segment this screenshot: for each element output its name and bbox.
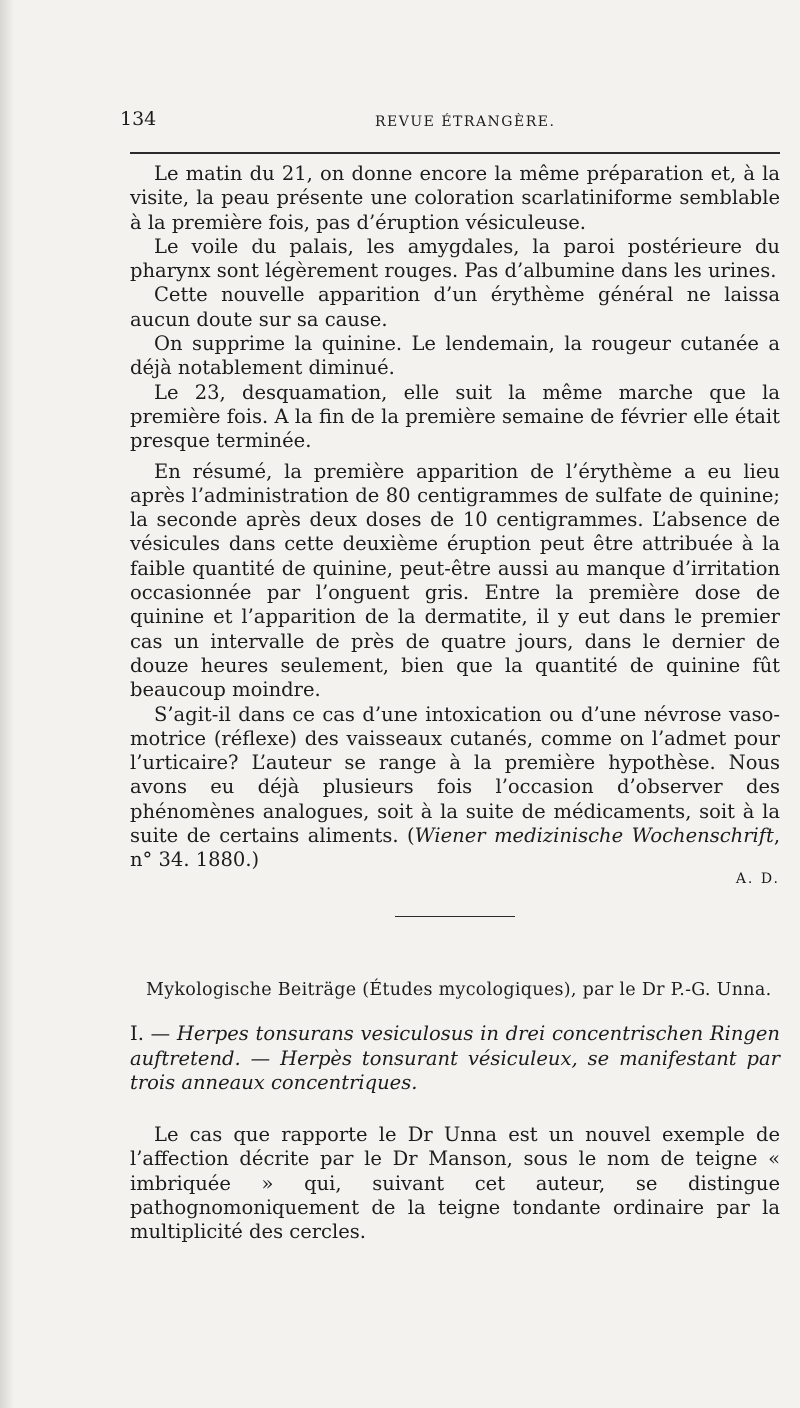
section-heading: Mykologische Beiträge (Études mycologiques), par le Dr P.-G. Unna. — [146, 980, 772, 1000]
header-rule — [130, 152, 780, 154]
page-number: 134 — [120, 108, 157, 130]
running-head: REVUE ÉTRANGÈRE. — [375, 114, 556, 130]
page-header — [120, 108, 780, 138]
paragraph: Le cas que rapporte le Dr Unna est un nouvel exemple de l’affection décrite par le Dr Manson, sous le nom de teigne « imbriquée » qui, suivant cet auteur, se distingue pathognomoniquement de la teigne tondante ordinaire par la multiplicité des cercles. — [130, 1123, 780, 1244]
page-edge-shadow — [0, 0, 14, 1408]
article-body — [130, 162, 780, 891]
author-signature: A. D. — [735, 870, 780, 887]
item-heading — [130, 1022, 780, 1095]
paragraph: Le matin du 21, on donne encore la même préparation et, à la visite, la peau présente une coloration scarlatiniforme semblable à la première fois, pas d’éruption vésiculeuse. — [130, 162, 780, 234]
citation-end: , n° 34. 1880.) — [130, 824, 781, 872]
section-divider — [395, 916, 515, 917]
paragraph-text: S’agit-il dans ce cas d’une intoxication ou d’une névrose vaso-motrice (réflexe) des vaisseaux cutanés, comme on l’admet pour l’urticaire? L’auteur se range à la première hypothèse. Nous avons eu déjà plusieurs fois l’occasion d’observer des phénomènes analogues, soit à la suite de médicaments, soit à la suite de certains aliments. ( — [130, 702, 780, 848]
item-number: I. — — [130, 1022, 171, 1046]
item-title: Herpes tonsurans vesiculosus in drei concentrischen Ringen auftretend. — Herpès tonsurant vésiculeux, se manifestant par trois anneaux concentriques. — [130, 1022, 780, 1094]
paragraph-citation — [130, 703, 780, 873]
paragraph: En résumé, la première apparition de l’érythème a eu lieu après l’administration de 80 centigrammes de sulfate de quinine; la seconde après deux doses de 10 centigrammes. L’absence de vésicules dans cette deuxième éruption peut être attribuée à la faible quantité de quinine, peut-être aussi au manque d’irritation occasionnée par l’onguent gris. Entre la première dose de quinine et l’apparition de la dermatite, il y eut dans le premier cas un intervalle de près de quatre jours, dans le dernier de douze heures seulement, bien que la quantité de quinine fût beaucoup moindre. — [130, 459, 780, 702]
paragraph: Le 23, desquamation, elle suit la même marche que la première fois. A la fin de la première semaine de février elle était presque terminée. — [130, 380, 780, 453]
journal-title: Wiener medizinische Wochenschrift — [414, 824, 774, 848]
paragraph: Cette nouvelle apparition d’un érythème général ne laissa aucun doute sur sa cause. — [130, 283, 780, 331]
paragraph: Le voile du palais, les amygdales, la paroi postérieure du pharynx sont légèrement rouges. Pas d’albumine dans les urines. — [130, 234, 780, 283]
review-section — [130, 978, 780, 1245]
paragraph: On supprime la quinine. Le lendemain, la rougeur cutanée a déjà notablement diminué. — [130, 332, 780, 380]
